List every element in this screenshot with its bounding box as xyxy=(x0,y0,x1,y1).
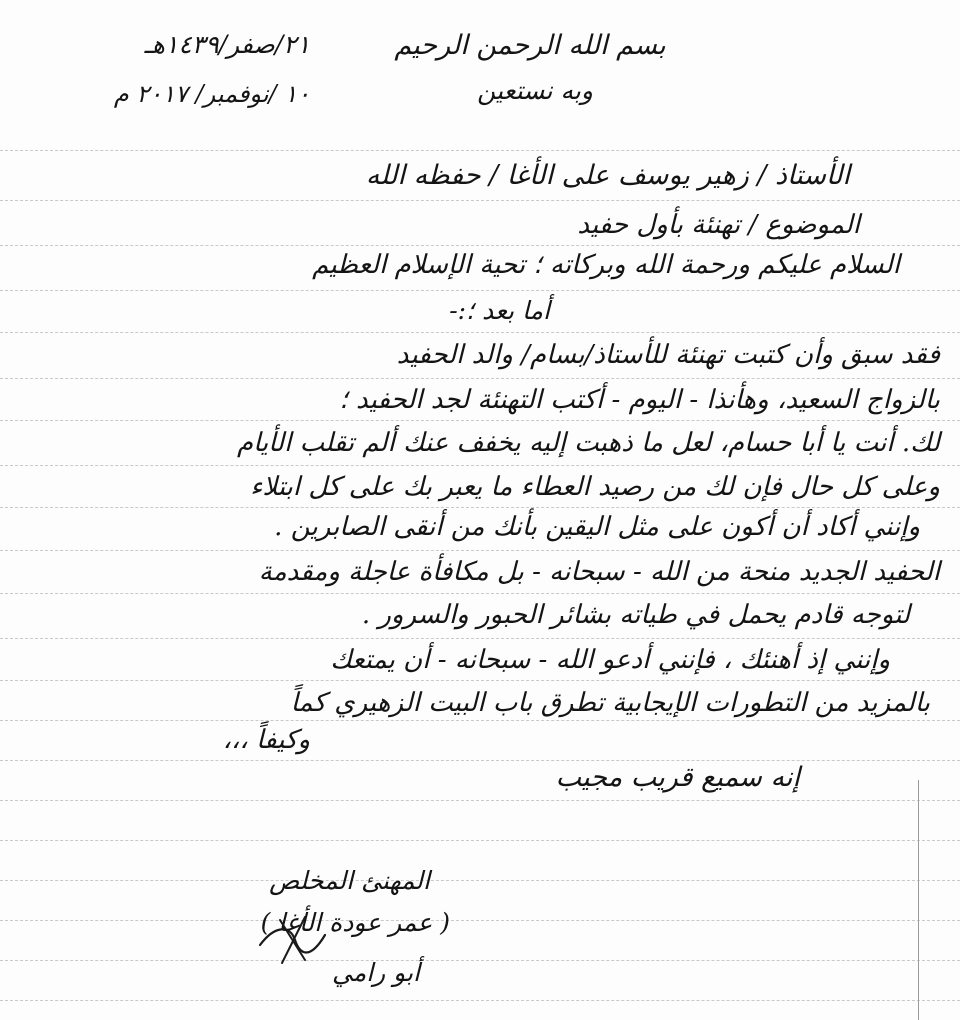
signature-kunya: أبو رامي xyxy=(331,958,420,987)
body-line: لك. أنت يا أبا حسام، لعل ما ذهبت إليه يخفف عنك ألم تقلب الأيام xyxy=(236,428,940,458)
addressee: الأستاذ / زهير يوسف على الأغا / حفظه الله xyxy=(365,160,850,191)
amma-baad: أما بعد ؛:- xyxy=(449,296,550,325)
ruled-line xyxy=(0,420,960,421)
ruled-line xyxy=(0,200,960,201)
ruled-line xyxy=(0,507,960,508)
ruled-line xyxy=(0,245,960,246)
ruled-line xyxy=(0,550,960,551)
ruled-line xyxy=(0,1000,960,1001)
ruled-line xyxy=(0,378,960,379)
subject-line: الموضوع / تهنئة بأول حفيد xyxy=(577,210,860,240)
ruled-line xyxy=(0,880,960,881)
body-line: لتوجه قادم يحمل في طياته بشائر الحبور والسرور . xyxy=(361,600,910,630)
ruled-line xyxy=(0,840,960,841)
ruled-line xyxy=(0,760,960,761)
ruled-line xyxy=(0,332,960,333)
ruled-line xyxy=(0,800,960,801)
body-line: وإنني أكاد أن أكون على مثل اليقين بأنك من أنقى الصابرين . xyxy=(274,512,920,542)
body-line: بالمزيد من التطورات الإيجابية تطرق باب البيت الزهيري كماً xyxy=(290,688,930,718)
ruled-line xyxy=(0,150,960,151)
signature-title: المهنئ المخلص xyxy=(269,866,430,895)
signature-name: ( عمر عودة الأغا ) xyxy=(260,908,450,937)
salutation: السلام عليكم ورحمة الله وبركاته ؛ تحية الإسلام العظيم xyxy=(312,250,900,280)
date-gregorian: ١٠ /نوفمبر/ ٢٠١٧ م xyxy=(113,80,310,108)
body-line: بالزواج السعيد، وهأنذا - اليوم - أكتب التهنئة لجد الحفيد ؛ xyxy=(339,385,940,415)
nastaeen: وبه نستعين xyxy=(477,76,593,105)
body-line: وكيفاً ،،، xyxy=(222,725,310,755)
margin-line xyxy=(918,780,919,1020)
ruled-line xyxy=(0,290,960,291)
body-line: وإنني إذ أهنئك ، فإنني أدعو الله - سبحانه - أن يمتعك xyxy=(330,645,890,675)
body-line: الحفيد الجديد منحة من الله - سبحانه - بل مكافأة عاجلة ومقدمة xyxy=(258,557,940,587)
ruled-line xyxy=(0,593,960,594)
ruled-line xyxy=(0,638,960,639)
body-line: فقد سبق وأن كتبت تهنئة للأستاذ/بسام/ والد الحفيد xyxy=(396,340,940,370)
handwritten-signature xyxy=(250,905,340,975)
ruled-line xyxy=(0,720,960,721)
body-line: وعلى كل حال فإن لك من رصيد العطاء ما يعبر بك على كل ابتلاء xyxy=(250,472,940,502)
ruled-line xyxy=(0,960,960,961)
basmala: بسم الله الرحمن الرحيم xyxy=(394,30,666,61)
ruled-line xyxy=(0,465,960,466)
ruled-line xyxy=(0,680,960,681)
closing-prayer: إنه سميع قريب مجيب xyxy=(555,762,800,793)
ruled-line xyxy=(0,920,960,921)
date-hijri: ٢١/صفر/١٤٣٩هـ xyxy=(144,30,310,59)
